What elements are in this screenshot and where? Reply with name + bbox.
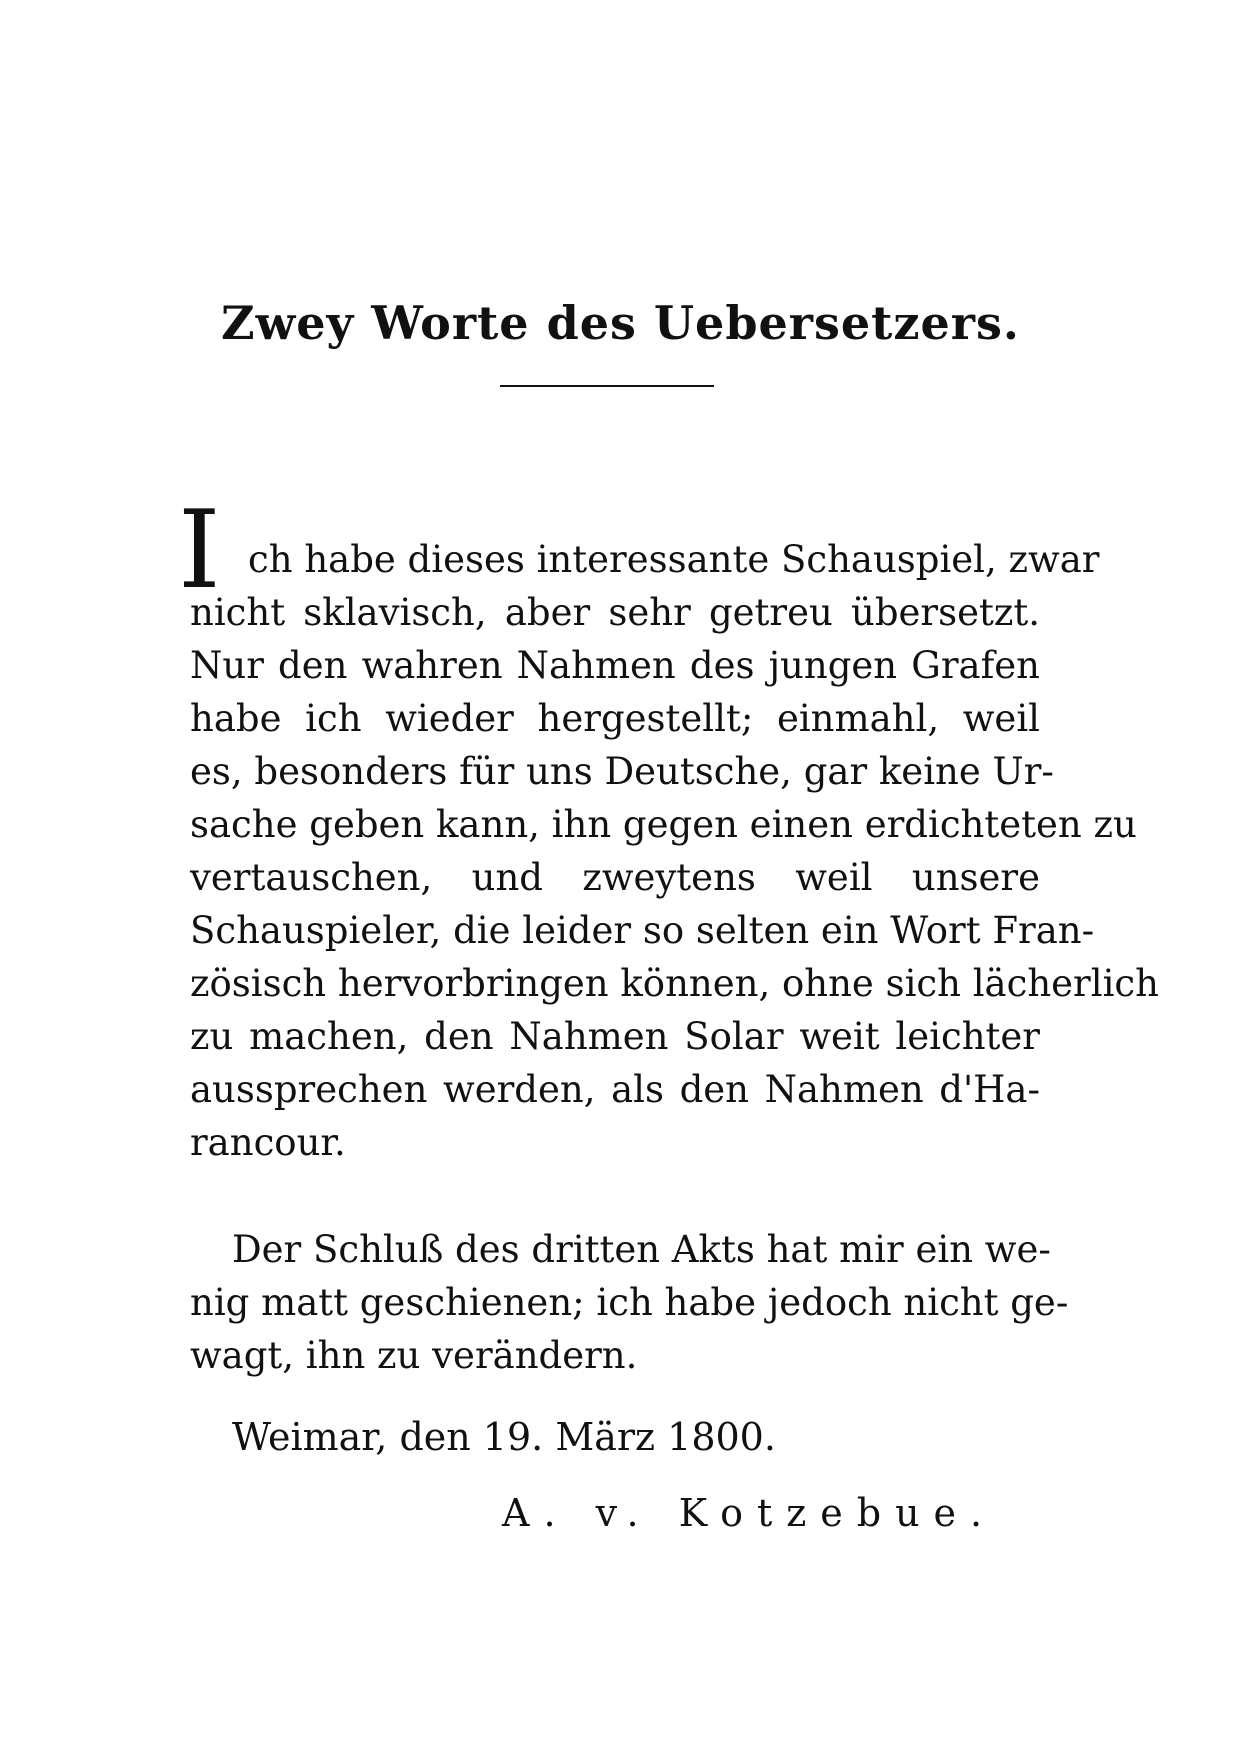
text-line: aussprechen werden, als den Nahmen d'Ha-	[190, 1068, 1040, 1111]
text-line: sache geben kann, ihn gegen einen erdichteten zu	[190, 803, 1137, 846]
page-title: Zwey Worte des Uebersetzers.	[221, 295, 1020, 350]
text-line: es, besonders für uns Deutsche, gar keine Ur-	[190, 750, 1054, 793]
paragraph-preface	[190, 533, 1159, 1169]
author-signature: A. v. Kotzebue.	[502, 1491, 997, 1535]
text-line: habe ich wieder hergestellt; einmahl, weil	[190, 697, 1040, 740]
text-line: Schauspieler, die leider so selten ein Wort Fran-	[190, 909, 1095, 952]
text-line: ch habe dieses interessante Schauspiel, zwar	[248, 538, 1100, 581]
text-line: Der Schluß des dritten Akts hat mir ein we-	[232, 1228, 1051, 1271]
text-line: vertauschen, und zweytens weil unsere	[190, 856, 1040, 899]
text-line: Nur den wahren Nahmen des jungen Grafen	[190, 644, 1040, 687]
dateline: Weimar, den 19. März 1800.	[232, 1415, 776, 1459]
text-line: nig matt geschienen; ich habe jedoch nicht ge-	[190, 1281, 1069, 1324]
drop-cap: I	[178, 488, 221, 613]
text-line: zu machen, den Nahmen Solar weit leichter	[190, 1015, 1040, 1058]
text-line: rancour.	[190, 1121, 346, 1164]
text-line: zösisch hervorbringen können, ohne sich lächerlich	[190, 962, 1159, 1005]
title-divider	[500, 385, 714, 387]
text-line: wagt, ihn zu verändern.	[190, 1334, 638, 1377]
text-line: nicht sklavisch, aber sehr getreu übersetzt.	[190, 591, 1040, 634]
paragraph-note	[190, 1223, 1069, 1382]
